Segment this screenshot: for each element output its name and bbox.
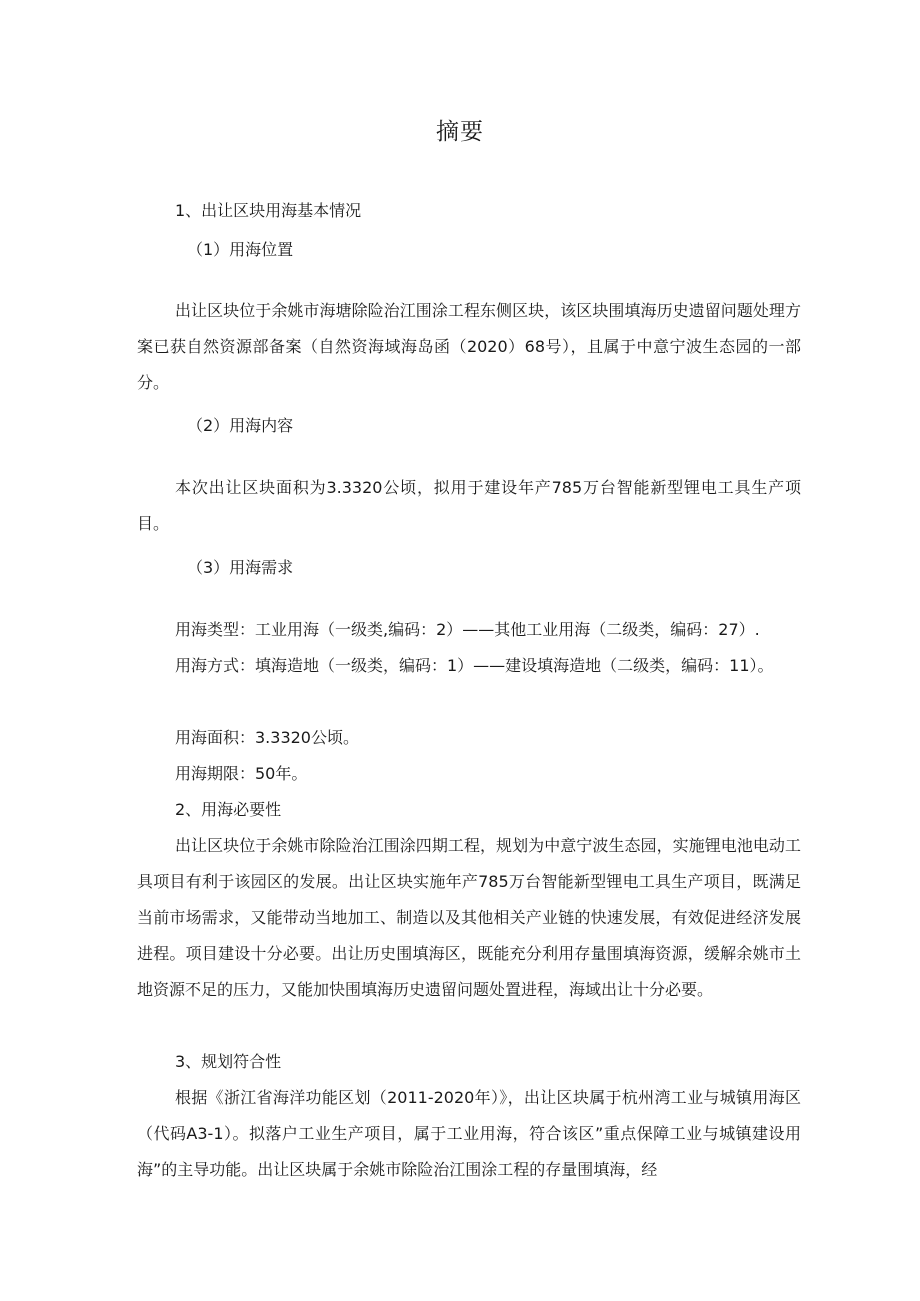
usage-mode-line: [137, 648, 801, 684]
section-2-heading: 2、用海必要性: [175, 800, 282, 819]
section-1-heading: 1、出让区块用海基本情况: [175, 201, 362, 220]
subsection-1-paragraph: [137, 293, 801, 401]
usage-term-line: 用海期限：50年。: [175, 764, 308, 783]
section-3-heading: 3、规划符合性: [175, 1052, 282, 1071]
section-2-paragraph: [137, 828, 801, 1008]
subsection-1-heading: （1）用海位置: [187, 240, 294, 259]
subsection-3-heading: （3）用海需求: [187, 558, 294, 577]
paragraph-text: 出让区块位于余姚市海塘除险治江围涂工程东侧区块，该区块围填海历史遗留问题处理方案已获自然资源部备案（自然资海域海岛函（2020）68号），且属于中意宁波生态园的一部分。: [137, 301, 801, 392]
section-3-paragraph: [137, 1080, 801, 1188]
usage-type-line: [137, 612, 801, 648]
usage-area-line: 用海面积：3.3320公顷。: [175, 728, 359, 747]
paragraph-text: 出让区块位于余姚市除险治江围涂四期工程，规划为中意宁波生态园，实施锂电池电动工具项目有利于该园区的发展。出让区块实施年产785万台智能新型锂电工具生产项目，既满足当前市场需求，又能带动当地加工、制造以及其他相关产业链的快速发展，有效促进经济发展进程。项目建设十分必要。出让历史围填海区，既能充分利用存量围填海资源，缓解余姚市土地资源不足的压力，又能加快围填海历史遗留问题处置进程，海域出让十分必要。: [137, 836, 801, 999]
page-title: 摘要: [436, 119, 484, 145]
subsection-2-paragraph: [137, 470, 801, 542]
paragraph-text: 用海方式：填海造地（一级类，编码：1）——建设填海造地（二级类，编码：11）。: [175, 656, 774, 675]
paragraph-text: 根据《浙江省海洋功能区划（2011-2020年）》，出让区块属于杭州湾工业与城镇用海区（代码A3-1）。拟落户工业生产项目，属于工业用海，符合该区”重点保障工业与城镇建设用海”的主导功能。出让区块属于余姚市除险治江围涂工程的存量围填海，经: [137, 1088, 801, 1179]
paragraph-text: 本次出让区块面积为3.3320公顷，拟用于建设年产785万台智能新型锂电工具生产项目。: [137, 478, 801, 533]
subsection-2-heading: （2）用海内容: [187, 416, 294, 435]
paragraph-text: 用海类型：工业用海（一级类,编码：2）——其他工业用海（二级类，编码：27）.: [175, 620, 760, 639]
